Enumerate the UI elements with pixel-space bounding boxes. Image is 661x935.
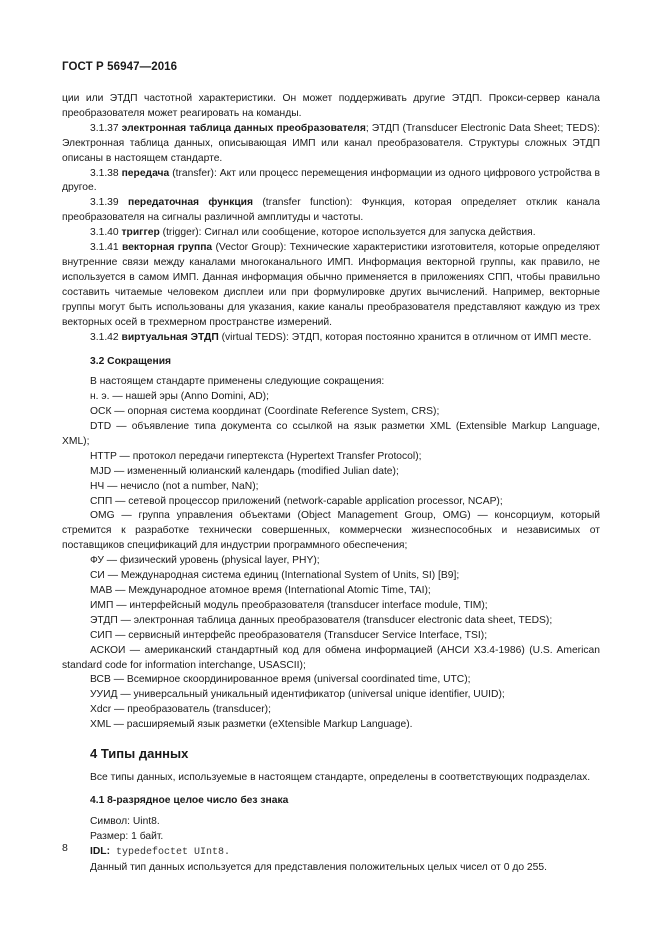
term-name: передаточная функция	[127, 197, 254, 209]
page-number: 8	[62, 842, 68, 854]
abbrev-item: СИП — сервисный интерфейс преобразователя (Transducer Service Interface, TSI);	[90, 629, 488, 641]
abbrev-item: СИ — Международная система единиц (International System of Units, SI) [B9];	[90, 570, 460, 582]
abbrev-item: НЧ — нечисло (not a number, NaN);	[90, 480, 259, 492]
abbrev-item: АСКОИ — американский стандартный код для обмена информацией (АНСИ X3.4-1986) (U.S. American standard code for information interchange, USASCII);	[62, 644, 600, 671]
abbrev-item: ЭТДП — электронная таблица данных преобразователя (transducer electronic data sheet, TEDS);	[90, 614, 553, 626]
abbrev-item: УУИД — универсальный уникальный идентификатор (universal unique identifier, UUID);	[90, 689, 505, 701]
term-definition: (virtual TEDS): ЭТДП, которая постоянно хранится в отличном от ИМП месте.	[218, 331, 592, 343]
abbrev-item: HTTP — протокол передачи гипертекста (Hypertext Transfer Protocol);	[90, 450, 422, 462]
chapter-4-intro: Все типы данных, используемые в настоящем стандарте, определены в соответствующих подразделах.	[90, 772, 591, 784]
term-name: виртуальная ЭТДП	[121, 331, 219, 343]
idl-code: typedefoctet UInt8.	[110, 846, 231, 858]
section-3-2-intro: В настоящем стандарте применены следующие сокращения:	[90, 376, 385, 388]
size-line: Размер: 1 байт.	[90, 830, 164, 842]
term-definition: (trigger): Сигнал или сообщение, которое используется для запуска действия.	[159, 227, 536, 239]
term-number: 3.1.42	[90, 331, 119, 343]
description-line: Данный тип данных используется для представления положительных целых чисел от 0 до 255.	[90, 861, 547, 873]
document-body	[62, 92, 600, 876]
idl-line	[62, 845, 600, 861]
term-definition: (transfer): Акт или процесс перемещения информации из одного цифрового устройства в другое.	[62, 167, 600, 194]
term-definition: (transfer function): Функция, которая определяет отклик канала преобразователя на сигналы различной амплитуды и частоты.	[62, 197, 600, 224]
term-number: 3.1.39	[90, 197, 119, 209]
term-3-1-39	[62, 196, 600, 226]
chapter-4-title: 4 Типы данных	[90, 746, 189, 762]
term-number: 3.1.37	[90, 122, 119, 134]
section-3-2-title: 3.2 Сокращения	[90, 356, 172, 368]
term-number: 3.1.38	[90, 167, 119, 179]
term-definition: ; ЭТДП (Transducer Electronic Data Sheet; TEDS): Электронная таблица данных, описывающая ИМП или канал преобразователя. Структуры сложных ЭТДП описаны в настоящем стандарте.	[62, 122, 600, 164]
symbol-line: Символ: Uint8.	[90, 815, 160, 827]
term-3-1-38	[62, 167, 600, 197]
abbrev-item: DTD — объявление типа документа со ссылкой на язык разметки XML (Extensible Markup Language, XML);	[62, 421, 600, 447]
term-number: 3.1.41	[90, 242, 119, 254]
abbrev-item: ОСК — опорная система координат (Coordinate Reference System, CRS);	[90, 406, 440, 418]
term-3-1-40	[62, 226, 600, 241]
term-name: векторная группа	[121, 242, 213, 254]
idl-label: IDL:	[90, 845, 111, 857]
term-3-1-41	[62, 241, 600, 330]
term-name: электронная таблица данных преобразователя	[121, 122, 366, 134]
term-definition: (Vector Group): Технические характеристики изготовителя, которые определяют внутренние связи между каналами многоканального ИМП. Информация векторной группы, как правило, не используется в самом ИМП. Данная информация обычно применяется в приложениях СПП, чтобы правильно составить читаемые человеком дисплеи или при формулировке других вычислений. Например, векторные группы могут быть использованы для указания, какие каналы преобразователя представляют каждую из трех векторных осей в трехмерном пространстве измерений.	[62, 242, 600, 328]
abbrev-item: OMG — группа управления объектами (Object Management Group, OMG) — консорциум, который стремится к разработке технически совершенных, коммерчески жизнеспособных и независимых от поставщиков спецификаций для индустрии программного обеспечения;	[62, 510, 600, 552]
term-3-1-42	[62, 331, 600, 346]
abbrev-item: СПП — сетевой процессор приложений (network-capable application processor, NCAP);	[90, 495, 503, 507]
abbrev-item: Xdcr — преобразователь (transducer);	[90, 704, 271, 716]
page-header: ГОСТ Р 56947—2016	[62, 61, 178, 73]
term-number: 3.1.40	[90, 227, 119, 239]
term-name: триггер	[121, 227, 160, 239]
abbrev-item: МАВ — Международное атомное время (International Atomic Time, TAI);	[90, 585, 431, 596]
abbrev-item: н. э. — нашей эры (Anno Domini, AD);	[90, 391, 269, 403]
term-3-1-37	[62, 122, 600, 167]
abbrev-item: ИМП — интерфейсный модуль преобразователя (transducer interface module, TIM);	[90, 599, 488, 611]
abbrev-item: MJD — измененный юлианский календарь (modified Julian date);	[90, 465, 399, 477]
section-4-1-title: 4.1 8-разрядное целое число без знака	[90, 794, 289, 806]
abbrev-item: ВСВ — Всемирное скоординированное время (universal coordinated time, UTC);	[90, 674, 471, 686]
abbrev-item: ФУ — физический уровень (physical layer, PHY);	[90, 555, 320, 567]
intro-paragraph: ции или ЭТДП частотной характеристики. Он может поддерживать другие ЭТДП. Прокси-сервер канала преобразователя может реагировать на команды.	[62, 93, 600, 119]
abbrev-item: XML — расширяемый язык разметки (eXtensible Markup Language).	[90, 719, 413, 731]
term-name: передача	[121, 167, 170, 179]
